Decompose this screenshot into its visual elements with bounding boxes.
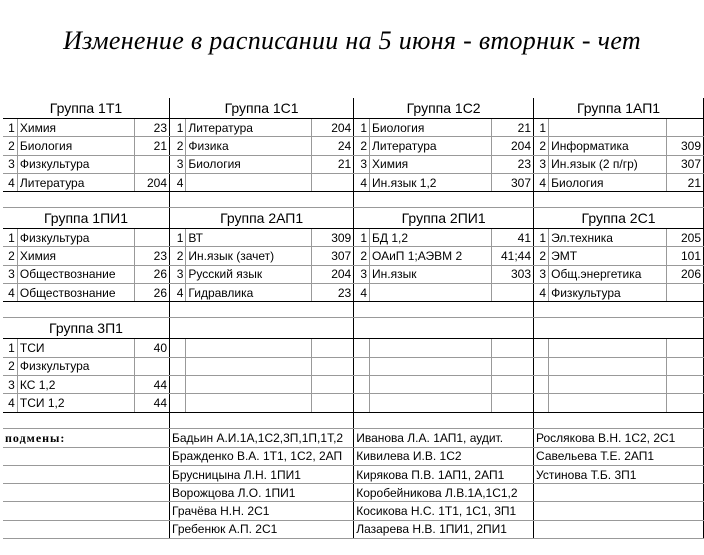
subject-name: Биология xyxy=(186,155,312,173)
empty-cell xyxy=(549,394,667,412)
substitution-entry: Косикова Н.С. 1Т1, 1С1, 3П1 xyxy=(354,502,534,520)
subject-name: Литература xyxy=(186,119,312,137)
room-number: 21 xyxy=(492,119,534,137)
room-number: 309 xyxy=(666,137,703,155)
subject-name: ВТ xyxy=(186,229,312,247)
lesson-number: 3 xyxy=(534,265,549,283)
subject-name: Физкультура xyxy=(17,155,134,173)
empty-cell xyxy=(549,375,667,393)
room-number: 204 xyxy=(492,137,534,155)
empty-cell xyxy=(534,357,549,375)
group-header: Группа 2С1 xyxy=(534,208,704,229)
room-number: 303 xyxy=(492,265,534,283)
empty-cell xyxy=(354,339,370,357)
empty-cell xyxy=(170,357,186,375)
subject-name: Ин.язык xyxy=(370,265,492,283)
subject-name: Русский язык xyxy=(186,265,312,283)
room-number: 206 xyxy=(666,265,703,283)
lesson-number: 4 xyxy=(354,173,370,191)
substitution-entry: Лазарева Н.В. 1ПИ1, 2ПИ1 xyxy=(354,520,534,538)
substitution-entry xyxy=(534,520,704,538)
spacer-cell xyxy=(3,192,170,208)
empty-cell xyxy=(186,394,312,412)
subject-name: Биология xyxy=(370,119,492,137)
subject-name: Биология xyxy=(17,137,134,155)
room-number: 307 xyxy=(666,155,703,173)
substitution-entry: Устинова Т.Б. 3П1 xyxy=(534,465,704,483)
empty-cell xyxy=(549,339,667,357)
lesson-number: 3 xyxy=(170,265,186,283)
empty-cell xyxy=(666,375,703,393)
empty-cell xyxy=(312,357,354,375)
empty-cell xyxy=(312,375,354,393)
empty-cell xyxy=(666,394,703,412)
subject-name: Обществознание xyxy=(17,284,134,302)
lesson-number: 3 xyxy=(3,155,17,173)
empty-cell xyxy=(354,357,370,375)
lesson-number: 4 xyxy=(170,173,186,191)
empty-cell xyxy=(3,465,170,483)
lesson-number: 1 xyxy=(170,229,186,247)
subject-name: ТСИ 1,2 xyxy=(17,394,134,412)
lesson-number: 4 xyxy=(3,173,17,191)
empty-cell xyxy=(666,339,703,357)
substitution-entry: Гребенюк А.П. 2С1 xyxy=(170,520,354,538)
schedule-table xyxy=(3,98,704,539)
lesson-number: 1 xyxy=(354,119,370,137)
subject-name: Физика xyxy=(186,137,312,155)
empty-cell xyxy=(370,339,492,357)
subject-name xyxy=(549,119,667,137)
lesson-number: 2 xyxy=(3,357,17,375)
empty-cell xyxy=(186,339,312,357)
empty-cell xyxy=(354,318,534,339)
substitution-entry: Коробейникова Л.В.1А,1С1,2 xyxy=(354,484,534,502)
spacer-cell xyxy=(534,412,704,428)
empty-cell xyxy=(170,318,354,339)
room-number xyxy=(134,357,169,375)
subject-name: Ин.язык 1,2 xyxy=(370,173,492,191)
subject-name: ОАиП 1;АЭВМ 2 xyxy=(370,247,492,265)
lesson-number: 2 xyxy=(354,247,370,265)
empty-cell xyxy=(354,375,370,393)
empty-cell xyxy=(492,357,534,375)
room-number: 26 xyxy=(134,265,169,283)
room-number: 307 xyxy=(312,247,354,265)
lesson-number: 1 xyxy=(534,229,549,247)
room-number: 44 xyxy=(134,375,169,393)
lesson-number: 1 xyxy=(170,119,186,137)
substitutions-label: подмены: xyxy=(3,428,170,447)
room-number: 41;44 xyxy=(492,247,534,265)
spacer-cell xyxy=(170,192,354,208)
empty-cell xyxy=(3,520,170,538)
subject-name: Физкультура xyxy=(17,357,134,375)
subject-name: Информатика xyxy=(549,137,667,155)
group-header: Группа 1С1 xyxy=(170,98,354,119)
substitution-entry xyxy=(534,484,704,502)
empty-cell xyxy=(534,318,704,339)
group-header: Группа 1Т1 xyxy=(3,98,170,119)
empty-cell xyxy=(492,339,534,357)
substitution-entry: Савельева Т.Е. 2АП1 xyxy=(534,447,704,465)
lesson-number: 2 xyxy=(534,137,549,155)
empty-cell xyxy=(3,502,170,520)
group-header: Группа 1АП1 xyxy=(534,98,704,119)
room-number: 204 xyxy=(312,119,354,137)
subject-name: Химия xyxy=(17,119,134,137)
subject-name xyxy=(186,173,312,191)
empty-cell xyxy=(170,375,186,393)
empty-cell xyxy=(370,375,492,393)
empty-cell xyxy=(186,375,312,393)
room-number xyxy=(666,119,703,137)
empty-cell xyxy=(3,484,170,502)
substitution-entry: Бадьин А.И.1А,1С2,3П,1П,1Т,2 xyxy=(170,428,354,447)
room-number: 21 xyxy=(666,173,703,191)
subject-name: Литература xyxy=(370,137,492,155)
lesson-number: 1 xyxy=(534,119,549,137)
substitution-entry: Кивилева И.В. 1С2 xyxy=(354,447,534,465)
subject-name: КС 1,2 xyxy=(17,375,134,393)
empty-cell xyxy=(354,394,370,412)
empty-cell xyxy=(492,375,534,393)
substitution-entry xyxy=(534,502,704,520)
room-number: 205 xyxy=(666,229,703,247)
group-header: Группа 3П1 xyxy=(3,318,170,339)
lesson-number: 4 xyxy=(3,394,17,412)
spacer-cell xyxy=(170,302,354,318)
room-number: 44 xyxy=(134,394,169,412)
group-header: Группа 1С2 xyxy=(354,98,534,119)
room-number: 23 xyxy=(134,247,169,265)
room-number: 41 xyxy=(492,229,534,247)
subject-name: Общ.энергетика xyxy=(549,265,667,283)
lesson-number: 3 xyxy=(3,265,17,283)
subject-name: Обществознание xyxy=(17,265,134,283)
empty-cell xyxy=(492,394,534,412)
room-number xyxy=(312,173,354,191)
room-number: 21 xyxy=(134,137,169,155)
room-number: 40 xyxy=(134,339,169,357)
room-number xyxy=(134,229,169,247)
room-number: 307 xyxy=(492,173,534,191)
room-number: 204 xyxy=(134,173,169,191)
substitution-entry: Грачёва Н.Н. 2С1 xyxy=(170,502,354,520)
spacer-cell xyxy=(3,412,170,428)
room-number: 21 xyxy=(312,155,354,173)
empty-cell xyxy=(370,394,492,412)
subject-name: Гидравлика xyxy=(186,284,312,302)
subject-name: Эл.техника xyxy=(549,229,667,247)
empty-cell xyxy=(170,339,186,357)
lesson-number: 4 xyxy=(534,173,549,191)
lesson-number: 1 xyxy=(3,119,17,137)
lesson-number: 3 xyxy=(534,155,549,173)
empty-cell xyxy=(666,357,703,375)
substitution-entry: Ворожцова Л.О. 1ПИ1 xyxy=(170,484,354,502)
empty-cell xyxy=(534,339,549,357)
subject-name: БД 1,2 xyxy=(370,229,492,247)
room-number: 101 xyxy=(666,247,703,265)
subject-name: Химия xyxy=(370,155,492,173)
room-number: 23 xyxy=(312,284,354,302)
spacer-cell xyxy=(534,192,704,208)
room-number xyxy=(666,284,703,302)
empty-cell xyxy=(534,375,549,393)
lesson-number: 1 xyxy=(354,229,370,247)
room-number: 23 xyxy=(492,155,534,173)
spacer-cell xyxy=(354,192,534,208)
empty-cell xyxy=(3,447,170,465)
room-number: 23 xyxy=(134,119,169,137)
spacer-cell xyxy=(354,412,534,428)
spacer-cell xyxy=(170,412,354,428)
empty-cell xyxy=(534,394,549,412)
lesson-number: 3 xyxy=(170,155,186,173)
subject-name: Литература xyxy=(17,173,134,191)
lesson-number: 3 xyxy=(3,375,17,393)
empty-cell xyxy=(370,357,492,375)
room-number xyxy=(492,284,534,302)
group-header: Группа 2АП1 xyxy=(170,208,354,229)
lesson-number: 1 xyxy=(3,339,17,357)
subject-name xyxy=(370,284,492,302)
lesson-number: 4 xyxy=(170,284,186,302)
empty-cell xyxy=(312,394,354,412)
lesson-number: 2 xyxy=(170,247,186,265)
subject-name: ТСИ xyxy=(17,339,134,357)
subject-name: Физкультура xyxy=(549,284,667,302)
lesson-number: 3 xyxy=(354,265,370,283)
substitution-entry: Иванова Л.А. 1АП1, аудит. xyxy=(354,428,534,447)
empty-cell xyxy=(312,339,354,357)
lesson-number: 1 xyxy=(3,229,17,247)
empty-cell xyxy=(186,357,312,375)
lesson-number: 3 xyxy=(354,155,370,173)
room-number xyxy=(134,155,169,173)
spacer-cell xyxy=(354,302,534,318)
subject-name: Ин.язык (2 п/гр) xyxy=(549,155,667,173)
room-number: 24 xyxy=(312,137,354,155)
lesson-number: 4 xyxy=(354,284,370,302)
lesson-number: 4 xyxy=(534,284,549,302)
empty-cell xyxy=(170,394,186,412)
group-header: Группа 1ПИ1 xyxy=(3,208,170,229)
lesson-number: 2 xyxy=(534,247,549,265)
subject-name: Ин.язык (зачет) xyxy=(186,247,312,265)
substitution-entry: Бражденко В.А. 1Т1, 1С2, 2АП xyxy=(170,447,354,465)
group-header: Группа 2ПИ1 xyxy=(354,208,534,229)
page-title: Изменение в расписании на 5 июня - вторник - чет xyxy=(63,26,641,55)
room-number: 26 xyxy=(134,284,169,302)
subject-name: Биология xyxy=(549,173,667,191)
subject-name: Химия xyxy=(17,247,134,265)
subject-name: Физкультура xyxy=(17,229,134,247)
lesson-number: 2 xyxy=(3,247,17,265)
room-number: 204 xyxy=(312,265,354,283)
substitution-entry: Брусницына Л.Н. 1ПИ1 xyxy=(170,465,354,483)
lesson-number: 2 xyxy=(170,137,186,155)
spacer-cell xyxy=(534,302,704,318)
lesson-number: 2 xyxy=(354,137,370,155)
substitution-entry: Кирякова П.В. 1АП1, 2АП1 xyxy=(354,465,534,483)
spacer-cell xyxy=(3,302,170,318)
lesson-number: 4 xyxy=(3,284,17,302)
substitution-entry: Рослякова В.Н. 1С2, 2С1 xyxy=(534,428,704,447)
empty-cell xyxy=(549,357,667,375)
lesson-number: 2 xyxy=(3,137,17,155)
subject-name: ЭМТ xyxy=(549,247,667,265)
room-number: 309 xyxy=(312,229,354,247)
